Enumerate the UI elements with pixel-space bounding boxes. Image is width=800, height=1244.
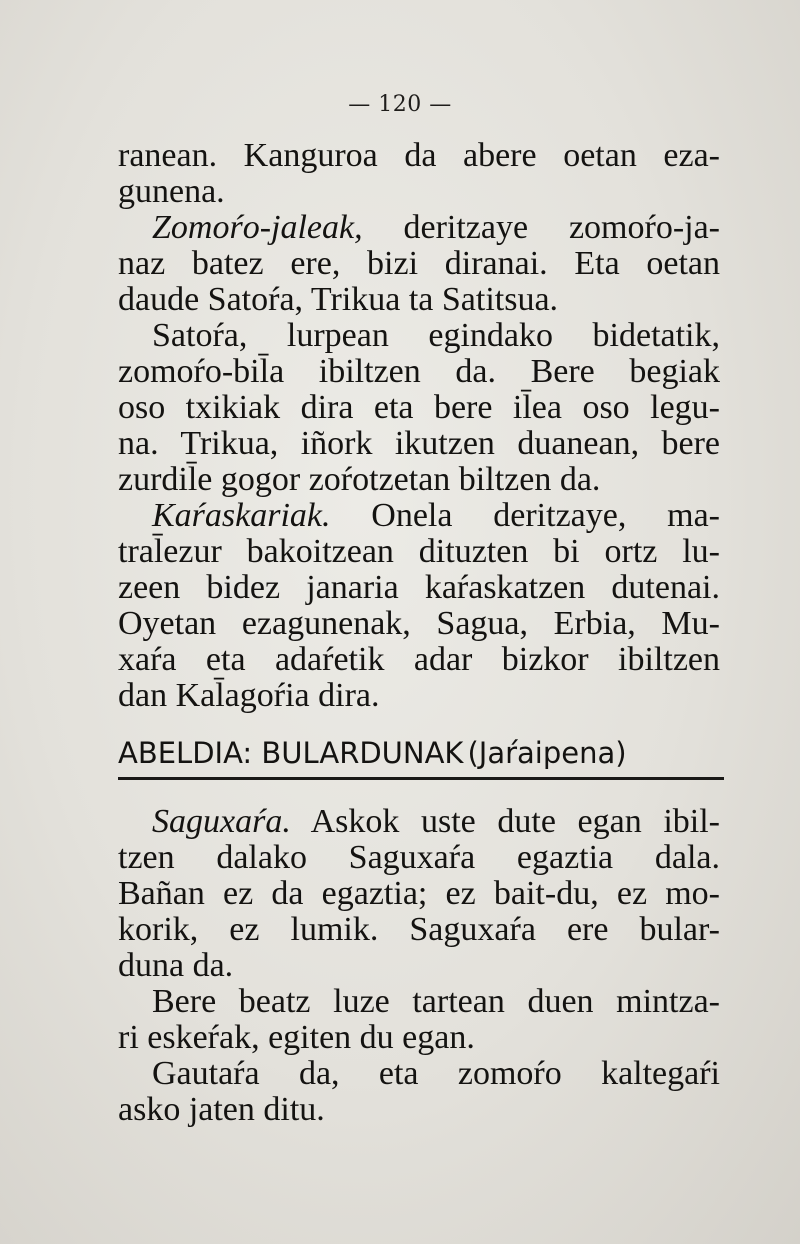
text-line: ri eskeŕak, egiten du egan. — [118, 1019, 475, 1056]
text-line: xaŕa eta adaŕetik adar bizkor ibiltzen — [118, 641, 720, 678]
text-line: oso txikiak dira eta bere il̄ea oso legu- — [118, 389, 720, 426]
text-line: tral̄ezur bakoitzean dituzten bi ortz lu- — [118, 533, 720, 570]
text-line: duna da. — [118, 947, 234, 984]
italic-term: Zomoŕo-jaleak, — [152, 209, 363, 246]
text-line: naz batez ere, bizi diranai. Eta oetan — [118, 245, 720, 282]
text-line: Saguxaŕa. Askok uste dute egan ibil- — [152, 803, 720, 840]
heading-underline — [118, 777, 724, 780]
text-line: ranean. Kanguroa da abere oetan eza- — [118, 137, 720, 174]
text-line: tzen dalako Saguxaŕa egaztia dala. — [118, 839, 720, 876]
section-heading-continuation: (Jaŕaipena) — [467, 736, 627, 770]
text-line: Satoŕa, lurpean egindako bidetatik, — [152, 317, 720, 354]
text-line: Oyetan ezagunenak, Sagua, Erbia, Mu- — [118, 605, 720, 642]
italic-term: Kaŕaskariak. — [152, 497, 331, 534]
text-line: korik, ez lumik. Saguxaŕa ere bular- — [118, 911, 720, 948]
text-line: Zomoŕo-jaleak, deritzaye zomoŕo-ja- — [152, 209, 720, 246]
text-line: Bere beatz luze tartean duen mintza- — [152, 983, 720, 1020]
text-line: Gautaŕa da, eta zomoŕo kaltegaŕi — [152, 1055, 720, 1092]
text-line: zurdil̄e gogor zoŕotzetan biltzen da. — [118, 461, 601, 498]
text-line: Bañan ez da egaztia; ez bait-du, ez mo- — [118, 875, 720, 912]
text-line: zomoŕo-bil̄a ibiltzen da. Bere begiak — [118, 353, 720, 390]
text-line: daude Satoŕa, Trikua ta Satitsua. — [118, 281, 559, 318]
italic-term: Saguxaŕa. — [152, 803, 291, 840]
text-line: Kaŕaskariak. Onela deritzaye, ma- — [152, 497, 720, 534]
text-line: zeen bidez janaria kaŕaskatzen dutenai. — [118, 569, 720, 606]
text-line: dan Kal̄agoŕia dira. — [118, 677, 380, 714]
section-heading: ABELDIA: BULARDUNAK (Jaŕaipena) — [118, 736, 627, 770]
text-line: asko jaten ditu. — [118, 1091, 325, 1128]
text-line: na. Trikua, iñork ikutzen duanean, bere — [118, 425, 720, 462]
text-line: gunena. — [118, 173, 225, 210]
page-number: — 120 — — [348, 92, 452, 117]
